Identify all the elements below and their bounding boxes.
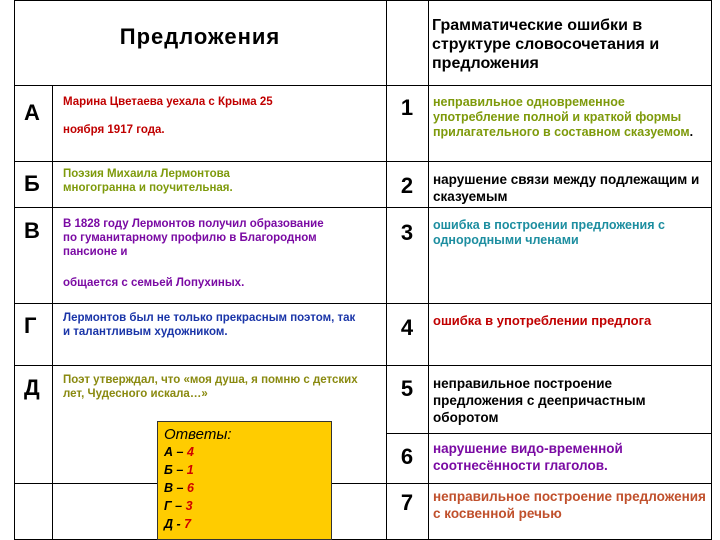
answer-item	[164, 479, 325, 497]
row-letter-b: Б	[24, 171, 40, 196]
header-errors: Грамматические ошибки в структуре словосочетания и предложения	[432, 17, 660, 72]
row-divider	[14, 365, 711, 366]
error-text-4: ошибка в употреблении предлога	[433, 313, 652, 328]
error-text-1-body: неправильное одновременное употребление полной и краткой формы прилагательного в составном сказуемом	[433, 95, 690, 139]
error-number-4: 4	[400, 315, 414, 340]
header-sentences: Предложения	[119, 24, 281, 49]
answer-sep: –	[173, 481, 187, 495]
answer-item	[164, 443, 325, 461]
answer-value: 1	[186, 463, 194, 477]
answer-sep: –	[171, 499, 186, 513]
row-letter-d: Д	[24, 375, 40, 400]
answer-sep: -	[173, 517, 185, 531]
sentence-g: Лермонтов был не только прекрасным поэтом, так и талантливым художником.	[63, 312, 356, 338]
error-number-6: 6	[400, 444, 414, 469]
row-letter-g: Г	[24, 313, 37, 338]
row-divider	[14, 303, 711, 304]
row-letter-a: А	[24, 100, 40, 125]
error-number-5: 5	[400, 376, 414, 401]
error-text-2: нарушение связи между подлежащим и сказуемым	[433, 172, 700, 204]
table-border-right	[711, 0, 712, 540]
answer-letter: В	[164, 481, 174, 495]
answer-value: 3	[185, 499, 193, 513]
answer-letter: Д	[164, 517, 174, 531]
column-divider	[428, 0, 429, 540]
answers-title: Ответы:	[164, 426, 232, 443]
answer-value: 4	[186, 445, 194, 459]
answer-value: 7	[184, 517, 192, 531]
answers-box	[157, 421, 332, 540]
sentence-d: Поэт утверждал, что «моя душа, я помню с детских лет, Чудесного искала…»	[63, 374, 358, 400]
answer-item	[164, 497, 325, 515]
sentence-b: Поэзия Михаила Лермонтова многогранна и поучительная.	[63, 168, 233, 194]
error-text-1	[433, 95, 711, 140]
sentence-v-line1: В 1828 году Лермонтов получил образование по гуманитарному профилю в Благородном пансионе и	[63, 218, 324, 258]
row-divider	[14, 483, 711, 484]
row-divider	[386, 433, 711, 434]
column-divider	[52, 85, 53, 540]
row-divider	[14, 161, 711, 162]
answer-letter: Б	[164, 463, 173, 477]
error-text-1-period: .	[689, 125, 694, 139]
error-number-7: 7	[400, 490, 414, 515]
error-number-3: 3	[400, 220, 414, 245]
answer-item	[164, 515, 325, 533]
answer-value: 6	[186, 481, 194, 495]
error-number-2: 2	[400, 173, 414, 198]
answer-sep: –	[172, 463, 187, 477]
answer-letter: А	[164, 445, 174, 459]
error-text-3: ошибка в построении предложения с однородными членами	[433, 218, 665, 247]
error-text-6: нарушение видо-временной соотнесённости глаголов.	[433, 441, 623, 473]
sentence-v-line2: общается с семьей Лопухиных.	[63, 277, 245, 289]
error-text-5: неправильное построение предложения с деепричастным оборотом	[433, 376, 646, 425]
sentence-a-line2: ноября 1917 года.	[63, 124, 165, 136]
answer-item	[164, 461, 325, 479]
row-divider	[14, 85, 711, 86]
error-number-1: 1	[400, 95, 414, 120]
row-letter-v: В	[24, 218, 40, 243]
answer-letter: Г	[164, 499, 172, 513]
error-text-7: неправильное построение предложения с косвенной речью	[433, 489, 706, 521]
sentence-a-line1: Марина Цветаева уехала с Крыма 25	[63, 96, 273, 108]
row-divider	[14, 207, 711, 208]
answer-sep: –	[173, 445, 187, 459]
